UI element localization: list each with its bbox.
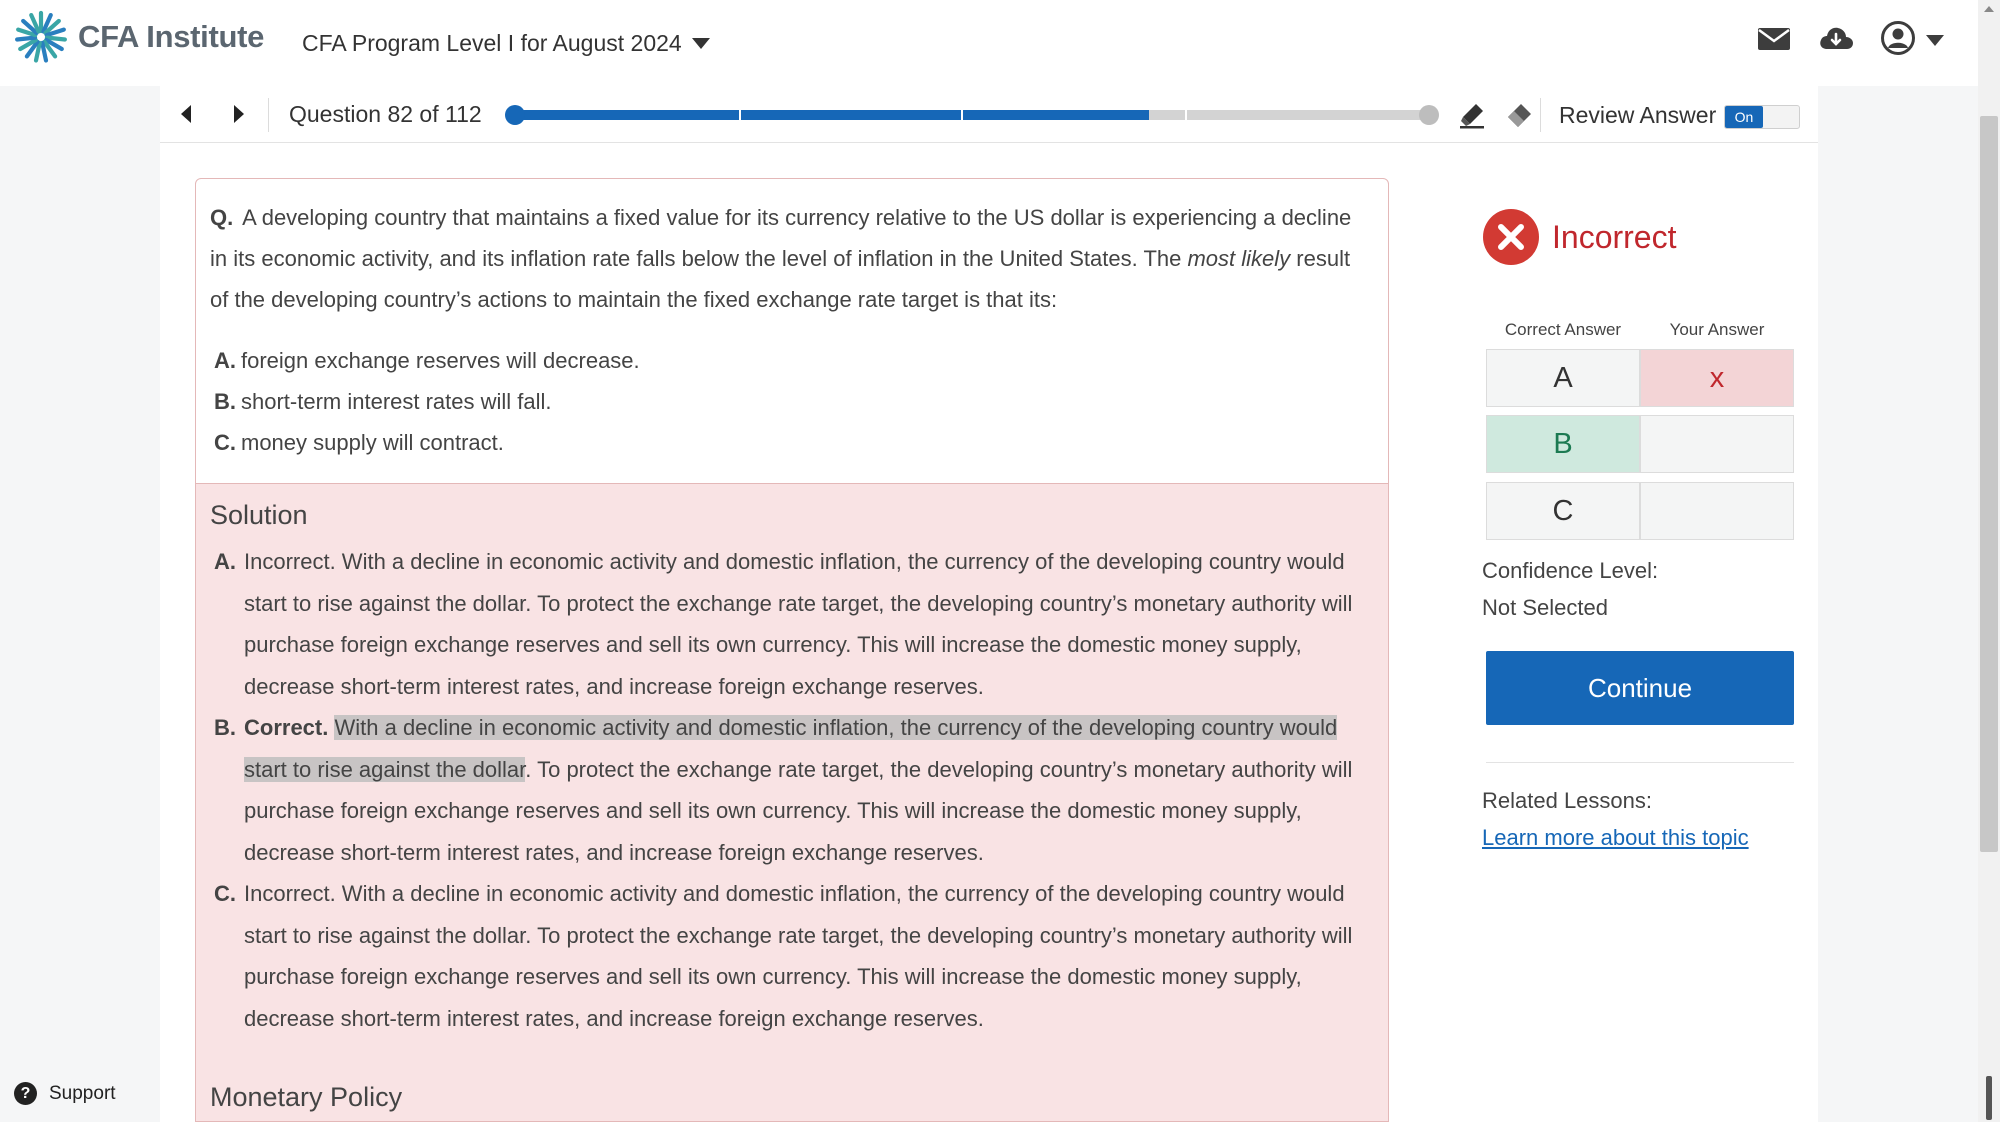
program-selector[interactable]	[302, 30, 710, 57]
cfa-logo-icon	[14, 10, 68, 64]
option-text: foreign exchange reserves will decrease.	[241, 348, 640, 373]
option-letter: B.	[214, 389, 236, 414]
solution-letter: A.	[214, 549, 236, 574]
main-panel	[160, 86, 1818, 1122]
progress-tick	[961, 107, 963, 123]
confidence-value: Not Selected	[1482, 595, 1608, 620]
option-a[interactable]	[210, 340, 1374, 381]
solution-text: Incorrect. With a decline in economic activity and domestic inflation, the currency of the developing country would start to rise against the dollar. To protect the exchange rate target, the developing country’s monetary authority will purchase foreign exchange reserves and sell its own currency. This will increase the domestic money supply, decrease short-term interest rates, and increase foreign exchange reserves.	[244, 549, 1353, 699]
option-letter: C.	[214, 430, 236, 455]
caret-right-icon	[233, 105, 245, 123]
question-text	[210, 197, 1374, 320]
scroll-up-arrow-icon[interactable]	[1984, 6, 1994, 12]
question-stem-part: A developing country that maintains a fixed value for its currency relative to the US dollar is experiencing a decline in its economic activity, and its inflation rate falls below the level of inflation in the United States. The	[210, 205, 1352, 271]
solution-text	[244, 707, 1369, 873]
solution-section	[196, 483, 1389, 1122]
toolbar-divider	[268, 98, 269, 132]
page-scrollbar[interactable]	[1978, 0, 2000, 1122]
confidence-label: Confidence Level:	[1482, 558, 1659, 583]
progress-fill	[507, 110, 1149, 120]
solution-title: Solution	[210, 500, 308, 530]
correct-answer-header: Correct Answer	[1504, 320, 1622, 339]
progress-tick	[739, 107, 741, 123]
option-b[interactable]	[210, 381, 1374, 422]
program-label: CFA Program Level I for August 2024	[302, 30, 682, 56]
result-text: Incorrect	[1552, 218, 1677, 255]
your-answer-header: Your Answer	[1669, 320, 1765, 339]
next-question-button[interactable]	[227, 102, 251, 126]
correct-cell-c: C	[1486, 482, 1640, 540]
result-status	[1482, 208, 1676, 266]
option-text: money supply will contract.	[241, 430, 504, 455]
support-button[interactable]	[14, 1082, 116, 1105]
question-emphasis: most likely	[1187, 246, 1291, 271]
previous-question-button[interactable]	[174, 102, 198, 126]
help-icon: ?	[14, 1082, 37, 1105]
solution-letter: C.	[214, 881, 236, 906]
question-card	[195, 178, 1389, 1122]
scrollbar-thumb[interactable]	[1980, 116, 1998, 852]
progress-start-handle[interactable]	[505, 105, 525, 125]
option-letter: A.	[214, 348, 236, 373]
user-account-icon[interactable]	[1880, 20, 1916, 61]
monetary-policy-title: Monetary Policy	[210, 1082, 403, 1112]
correct-cell-a: A	[1486, 349, 1640, 407]
question-prefix: Q.	[210, 205, 234, 230]
highlighted-text[interactable]: With a decline in economic activity and domestic inflation, the currency of the developing country would start to rise against the dollar	[244, 715, 1338, 782]
scroll-grip[interactable]	[1986, 1076, 1992, 1120]
caret-left-icon	[180, 105, 192, 123]
chevron-down-icon	[692, 38, 710, 49]
toolbar-divider	[1540, 98, 1541, 132]
highlighter-icon[interactable]	[1458, 101, 1486, 129]
solution-text: Incorrect. With a decline in economic activity and domestic inflation, the currency of the developing country would start to rise against the dollar. To protect the exchange rate target, the developing country’s monetary authority will purchase foreign exchange reserves and sell its own currency. This will increase the domestic money supply, decrease short-term interest rates, and increase foreign exchange reserves.	[244, 881, 1353, 1031]
eraser-icon[interactable]	[1505, 101, 1533, 129]
incorrect-x-icon	[1482, 208, 1540, 266]
option-text: short-term interest rates will fall.	[241, 389, 552, 414]
your-answer-cell-c	[1640, 482, 1794, 540]
app-header	[0, 0, 1980, 86]
continue-button[interactable]: Continue	[1486, 651, 1794, 725]
sidebar-divider	[1486, 762, 1794, 763]
solution-letter: B.	[214, 715, 236, 740]
correct-cell-b: B	[1486, 415, 1640, 473]
cloud-download-icon[interactable]	[1818, 22, 1854, 61]
related-lessons-label: Related Lessons:	[1482, 788, 1652, 813]
support-label: Support	[49, 1082, 116, 1104]
solution-b	[210, 707, 1376, 873]
option-c[interactable]	[210, 422, 1374, 463]
account-chevron-down-icon[interactable]	[1926, 34, 1944, 52]
confidence-level	[1482, 552, 1658, 626]
progress-end-handle[interactable]	[1419, 105, 1439, 125]
question-toolbar	[160, 86, 1818, 143]
mail-icon[interactable]	[1757, 22, 1791, 61]
learn-more-link[interactable]: Learn more about this topic	[1482, 825, 1749, 850]
answer-options	[210, 340, 1374, 463]
correct-word: Correct.	[244, 715, 329, 740]
cfa-logo[interactable]	[14, 10, 264, 64]
brand-name: CFA Institute	[78, 19, 265, 54]
question-progress-slider[interactable]	[507, 106, 1437, 124]
review-answer-label: Review Answer	[1559, 102, 1717, 128]
toggle-on-label: On	[1725, 106, 1763, 128]
related-lessons	[1482, 782, 1749, 856]
progress-tick	[1185, 107, 1187, 123]
question-counter: Question 82 of 112	[289, 101, 482, 127]
review-answer-toggle[interactable]	[1724, 105, 1800, 129]
your-answer-cell-a: x	[1640, 349, 1794, 407]
solution-text-rest: . To protect the exchange rate target, the developing country’s monetary authority will purchase foreign exchange reserves and sell its own currency. This will increase the domestic money supply, decrease short-term interest rates, and increase foreign exchange reserves.	[244, 756, 1353, 865]
your-answer-cell-b	[1640, 415, 1794, 473]
solution-a	[210, 541, 1376, 707]
question-stem-part: result of the developing country’s actions to maintain the fixed exchange rate target is that its:	[210, 246, 1351, 312]
question-section	[196, 179, 1388, 483]
solution-c	[210, 873, 1376, 1039]
